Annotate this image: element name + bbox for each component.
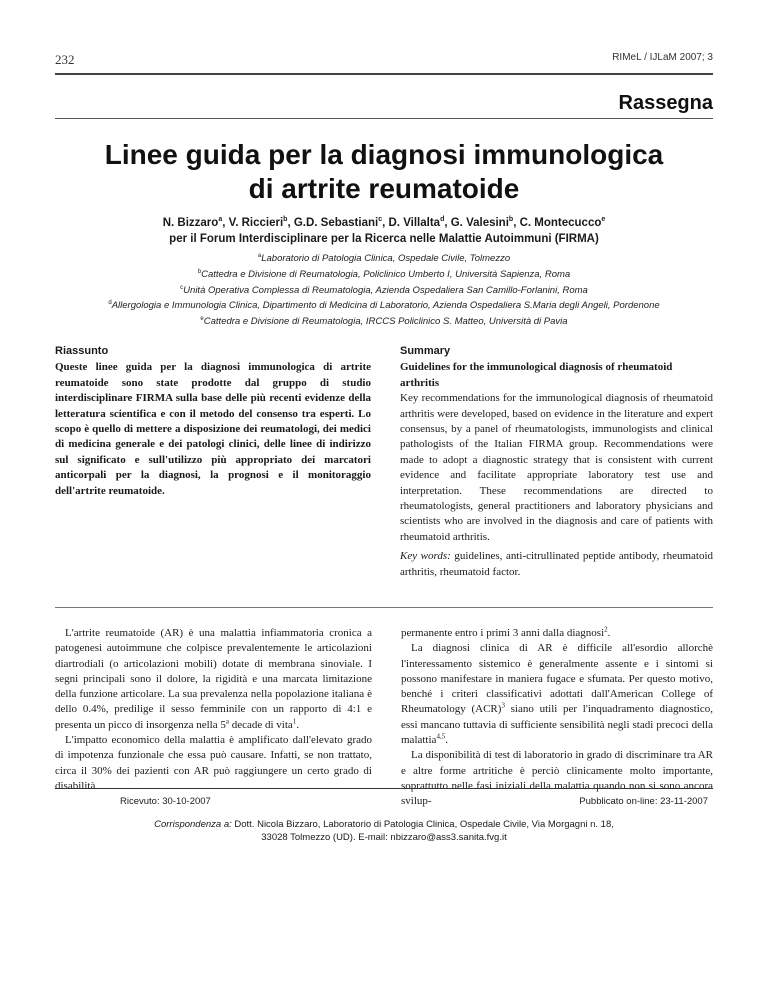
published-date: Pubblicato on-line: 23-11-2007: [579, 796, 708, 807]
body-paragraph: La diagnosi clinica di AR è difficile all'esordio allorchè l'interessamento sistemico è generalmente assente e i sintomi si possono manifestare in maniera fugace e sfumata. Per questo motivo, benché i criteri classificativi adottati dall'American College of Rheumatology (ACR)$^3$ siano utili per l'inquadramento diagnostico, essi mancano tuttavia di sufficiente sensibilità negli stadi precoci della malattia$^{4,5}$.: [401, 642, 713, 747]
correspondence-label: Corrispondenza a:: [154, 819, 232, 830]
author-aff: d: [440, 216, 445, 223]
correspondence-line-2: 33028 Tolmezzo (UD). E-mail: nbizzaro@ass3.sanita.fvg.it: [261, 832, 507, 843]
article-title: [55, 138, 713, 206]
body-paragraph: L'impatto economico della malattia è amplificato dall'elevato grado di impotenza funzionale che essa può causare. Infatti, se non trattato, circa il 30% dei pazienti con AR può raggiungere un certo grado di disabilità: [55, 734, 372, 792]
author: D. Villalta: [388, 216, 441, 229]
author-aff: b: [283, 216, 288, 223]
abstract-rule: [55, 607, 713, 608]
keywords-text: guidelines, anti-citrullinated peptide antibody, rheumatoid arthritis, rheumatoid factor.: [400, 550, 713, 578]
footer-rule: [55, 788, 713, 789]
affiliation: $^c$Unità Operativa Complessa di Reumatologia, Azienda Ospedaliera San Camillo-Forlanini, Roma: [180, 284, 588, 296]
body-column-left: [55, 626, 372, 794]
title-line-1: Linee guida per la diagnosi immunologica: [104, 139, 664, 170]
body-paragraph: L'artrite reumatoide (AR) è una malattia infiammatoria cronica a patogenesi autoimmune che colpisce prevalentemente le articolazioni diartrodiali (o articolazioni mobili) dotate di membrana sinoviale. I segni principali sono il dolore, la rigidità e una marcata limitazione della funzione articolare. La sua prevalenza nella popolazione italiana è dello 0.4%, predilige il sesso femminile con un rapporto di 4:1 e presenta un picco di insorgenza nella 5$^a$ decade di vita$^1$.: [55, 627, 372, 731]
affiliation: $^b$Cattedra e Divisione di Reumatologia, Policlinico Umberto I, Università Sapienza, Roma: [197, 268, 571, 280]
author: G. Valesini: [450, 216, 509, 229]
header-rule: [55, 73, 713, 75]
riassunto-block: [55, 344, 371, 499]
forum-line: per il Forum Interdisciplinare per la Ricerca nelle Malattie Autoimmuni (FIRMA): [169, 232, 599, 245]
author: C. Montecucco: [519, 216, 602, 229]
riassunto-text: Queste linee guida per la diagnosi immunologica di artrite reumatoide sono state prodotte dal gruppo di studio interdisciplinare FIRMA sulla base delle più recenti evidenze della letteratura scientifica e con il metodo del consenso tra esperti. Lo scopo è quello di mettere a disposizione dei reumatologi, dei medici di medicina generale e dei patologi clinici, delle linee di indirizzo sul significato e sull'utilizzo più appropriato dei marcatori anticorpali per la diagnosi, la prognosi e il monitoraggio dell'artrite reumatoide.: [55, 361, 371, 497]
author-list: N. Bizzaro$^a$, V. Riccieri$^b$, G.D. Sebastiani$^c$, D. Villalta$^d$, G. Valesini$^b$, C. Montecucco$^e$: [162, 216, 606, 229]
riassunto-heading: Riassunto: [55, 345, 109, 357]
affiliation: $^a$Laboratorio di Patologia Clinica, Ospedale Civile, Tolmezzo: [257, 253, 511, 265]
body-paragraph: La disponibilità di test di laboratorio in grado di discriminare tra AR e altre forme artritiche è perciò clinicamente molto importante, soprattutto nelle fasi iniziali della malattia quando non si sono ancora svilup-: [401, 749, 713, 808]
affiliation: $^e$Cattedra e Divisione di Reumatologia, IRCCS Policlinico S. Matteo, Università di Pavia: [200, 316, 568, 328]
author-aff: a: [218, 216, 223, 223]
summary-block: [400, 344, 713, 580]
keywords-label: Key words:: [400, 550, 451, 563]
keywords: [400, 549, 713, 580]
section-rule: [55, 118, 713, 119]
received-date: Ricevuto: 30-10-2007: [120, 796, 211, 807]
correspondence: [75, 818, 693, 844]
author-block: [55, 212, 713, 247]
journal-reference: RIMeL / IJLaM 2007; 3: [612, 52, 713, 63]
author-aff: c: [378, 216, 383, 223]
author: V. Riccieri: [228, 216, 284, 229]
author: G.D. Sebastiani: [293, 216, 379, 229]
title-line-2: di artrite reumatoide: [248, 173, 520, 204]
summary-subtitle: Guidelines for the immunological diagnosis of rheumatoid arthritis: [400, 361, 673, 389]
affiliations: [30, 250, 738, 329]
body-paragraph: permanente entro i primi 3 anni dalla diagnosi$^2$.: [401, 625, 611, 639]
author: N. Bizzaro: [162, 216, 219, 229]
author-aff: b: [508, 216, 514, 223]
summary-heading: Summary: [400, 345, 451, 357]
author-aff: e: [601, 216, 606, 223]
affiliation: $^d$Allergologia e Immunologia Clinica, Dipartimento di Medicina di Laboratorio, Azienda Ospedaliera S.Maria degli Angeli, Pordenone: [108, 300, 660, 312]
section-label: Rassegna: [618, 92, 713, 114]
body-column-right: [401, 626, 713, 810]
page-number: 232: [55, 52, 75, 67]
correspondence-line-1: Dott. Nicola Bizzaro, Laboratorio di Patologia Clinica, Ospedale Civile, Via Morgagni n. 18,: [231, 819, 614, 830]
summary-text: Key recommendations for the immunological diagnosis of rheumatoid arthritis were developed, based on evidence in the literature and expert consensus, by a panel of rheumatologists, immunologists and clinical pathologists of the Italian FIRMA group. Recommendations were made to adopt a diagnostic strategy that is consistent with current evidence and facilitate appropriate laboratory test use and interpretation. These recommendations are directed to rheumatologists, general practitioners and laboratory physicians and scientists who are involved in the diagnosis and care of patients with rheumatoid arthritis.: [400, 392, 713, 543]
